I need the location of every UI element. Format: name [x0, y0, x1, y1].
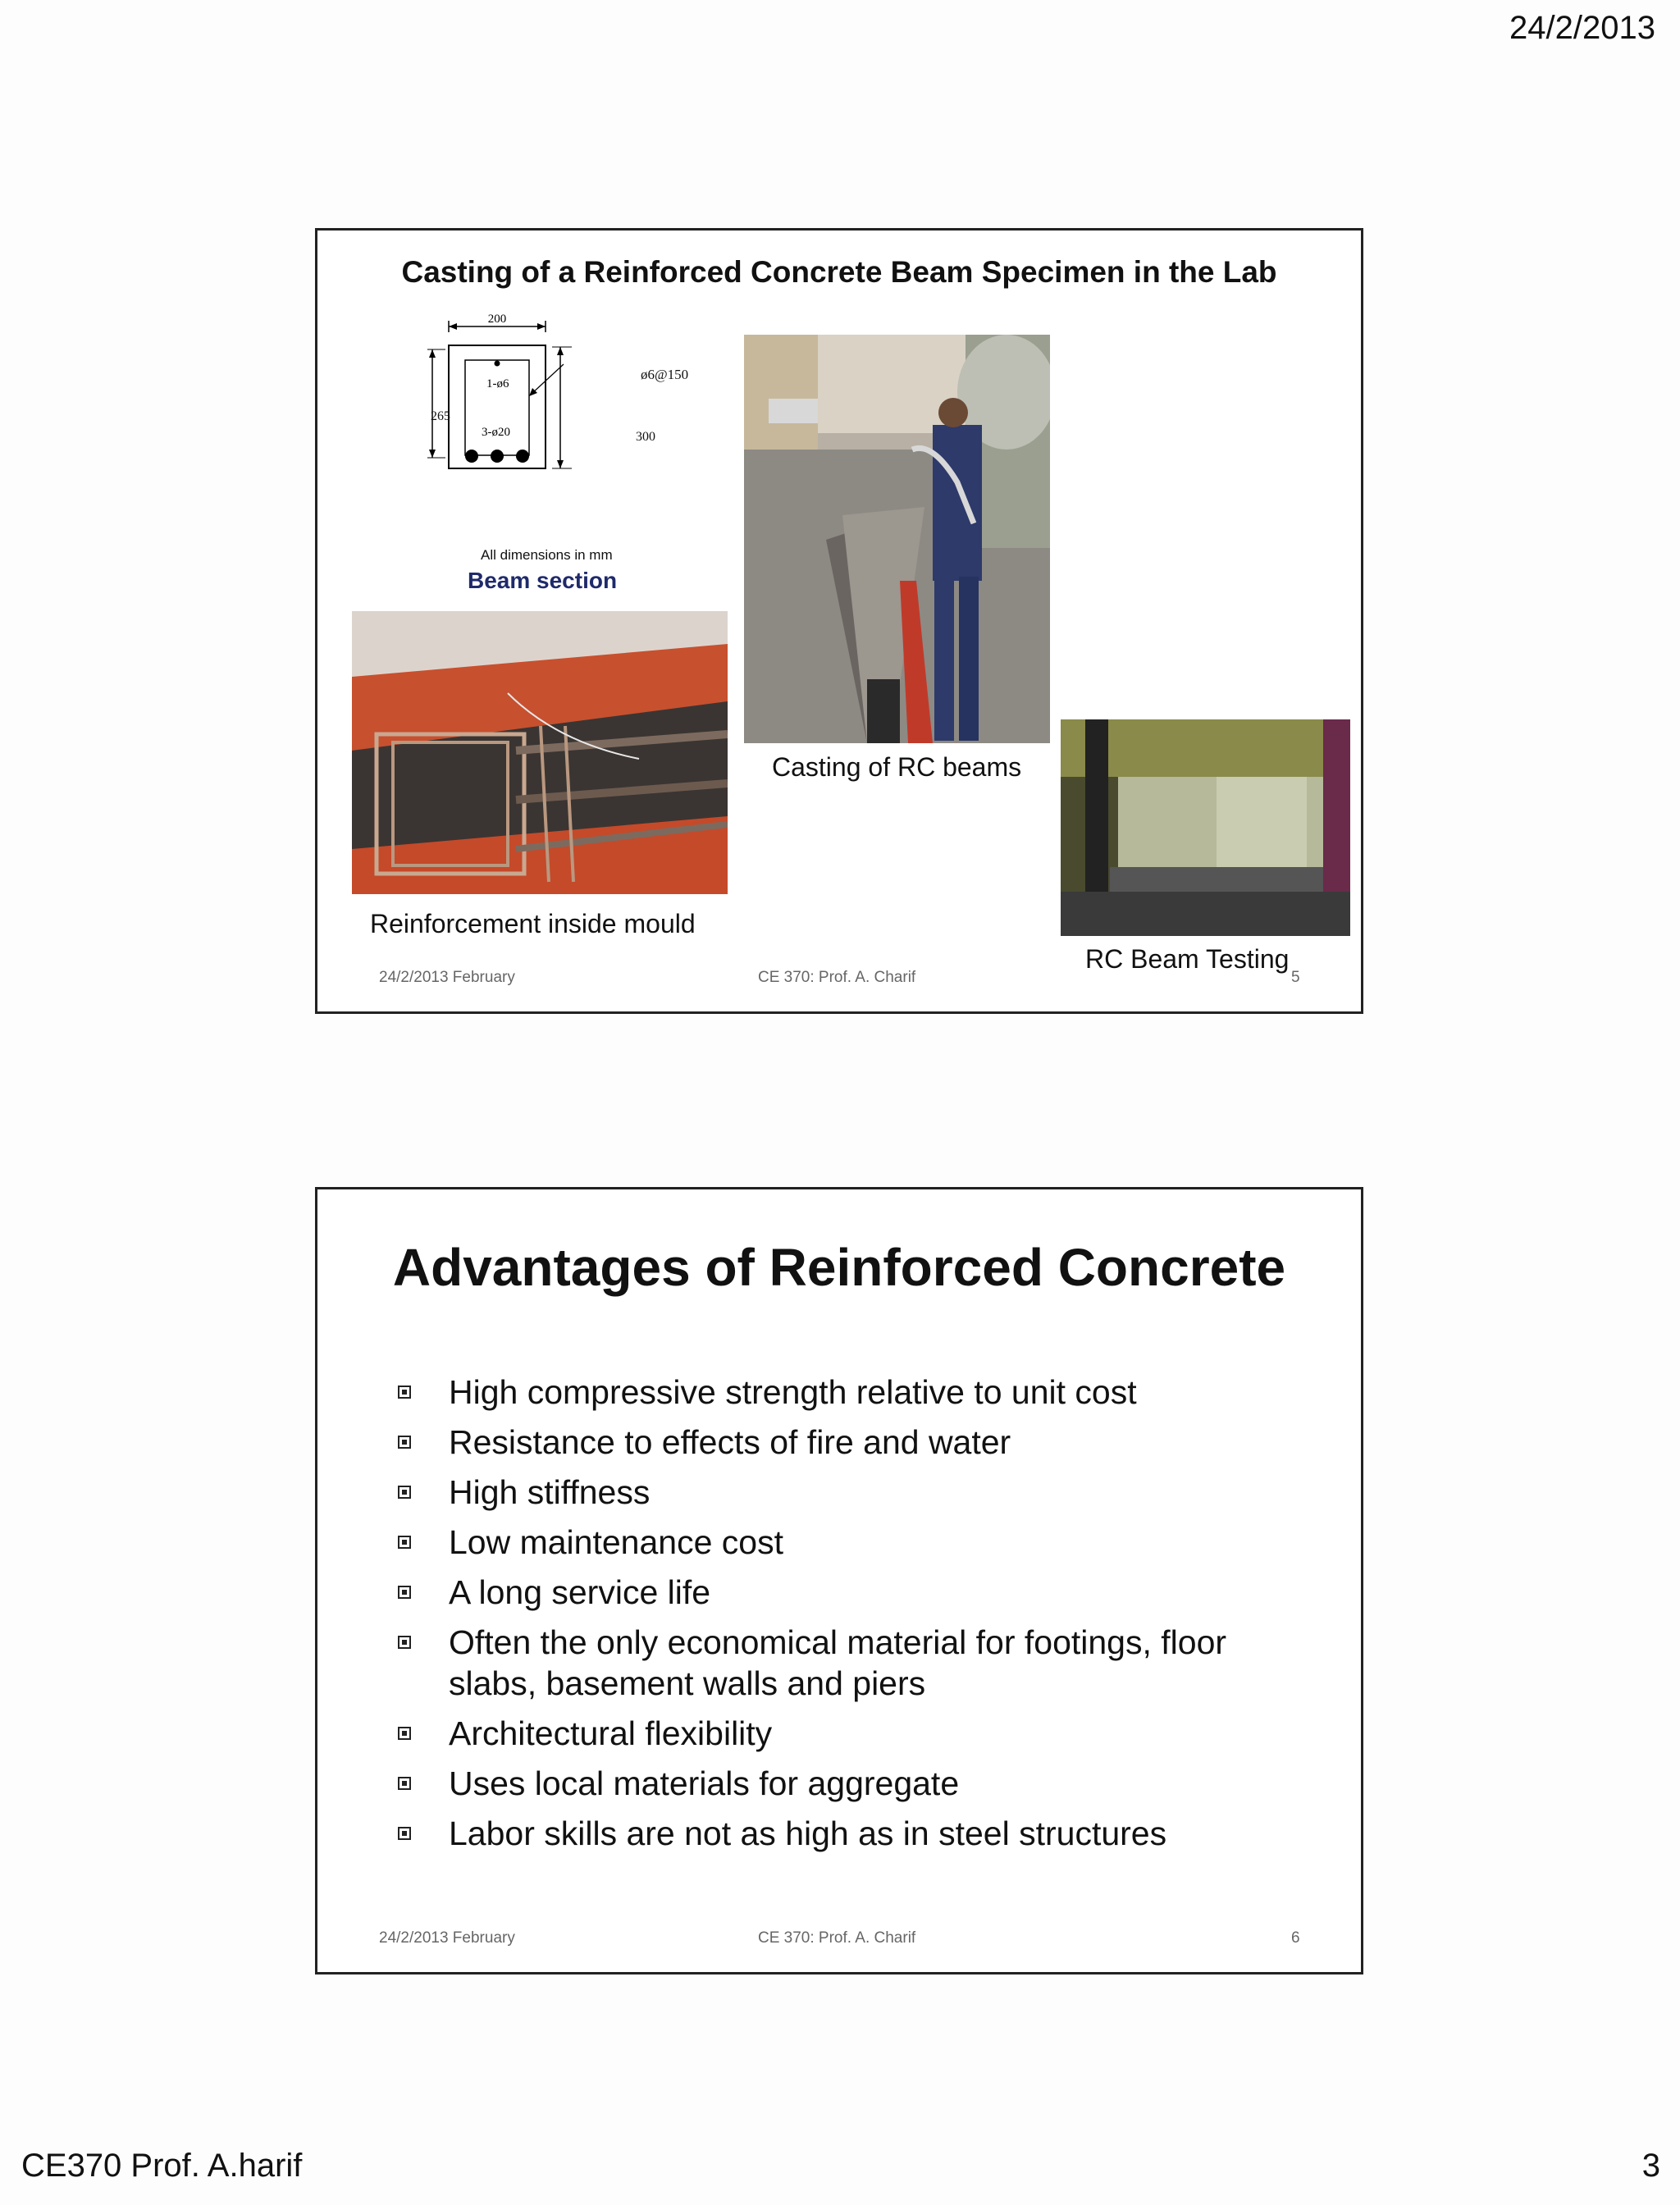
bottom-bar: [516, 450, 529, 463]
reinforcement-photo: [352, 611, 728, 894]
casting-photo: [744, 335, 1050, 743]
list-item: Low maintenance cost: [398, 1522, 1300, 1563]
slide-title: Casting of a Reinforced Concrete Beam Specimen in the Lab: [401, 255, 1277, 289]
slide-number: 6: [1291, 1929, 1300, 1947]
bottom-bar: [465, 450, 478, 463]
bullet-icon: [398, 1586, 411, 1599]
bullet-icon: [398, 1777, 411, 1790]
testing-caption: RC Beam Testing: [1085, 944, 1290, 974]
bullet-icon: [398, 1386, 411, 1399]
top-bar: [495, 361, 500, 367]
dims-note: All dimensions in mm: [481, 547, 613, 563]
page-footer-left: CE370 Prof. A.harif: [21, 2148, 303, 2184]
bullet-icon: [398, 1727, 411, 1740]
slide-footer-date: 24/2/2013 February: [379, 969, 515, 986]
casting-caption: Casting of RC beams: [772, 752, 1022, 782]
list-item: High compressive strength relative to unit cost: [398, 1372, 1300, 1413]
bottom-bars-label: 3-ø20: [482, 426, 510, 439]
stirrup-label: ø6@150: [641, 367, 689, 382]
list-item: A long service life: [398, 1572, 1300, 1613]
depth-eff-label: 265: [431, 409, 450, 423]
advantages-list: [398, 1372, 1300, 1863]
slide-title: Advantages of Reinforced Concrete: [392, 1238, 1286, 1297]
slide-footer-course: CE 370: Prof. A. Charif: [758, 969, 916, 986]
reinforcement-caption: Reinforcement inside mould: [370, 909, 696, 938]
beam-section-title: Beam section: [468, 568, 618, 593]
page-date: 24/2/2013: [1509, 10, 1655, 46]
list-item: Often the only economical material for footings, floor slabs, basement walls and piers: [398, 1622, 1302, 1704]
bullet-icon: [398, 1536, 411, 1549]
bullet-icon: [398, 1636, 411, 1649]
top-bar-label: 1-ø6: [486, 377, 509, 390]
list-item: Architectural flexibility: [398, 1713, 1300, 1754]
testing-photo: [1061, 719, 1350, 936]
slide-footer-course: CE 370: Prof. A. Charif: [758, 1929, 916, 1947]
page-number: 3: [1641, 2148, 1660, 2184]
bullet-icon: [398, 1827, 411, 1840]
list-item: High stiffness: [398, 1472, 1300, 1513]
bottom-bar: [491, 450, 504, 463]
slide-footer-date: 24/2/2013 February: [379, 1929, 515, 1947]
list-item: Resistance to effects of fire and water: [398, 1422, 1300, 1463]
beam-section-diagram: [424, 313, 621, 477]
list-item: Uses local materials for aggregate: [398, 1763, 1300, 1804]
slide-number: 5: [1291, 969, 1300, 986]
bullet-icon: [398, 1486, 411, 1499]
width-label: 200: [487, 313, 507, 326]
bullet-icon: [398, 1436, 411, 1449]
depth-total-label: 300: [636, 430, 655, 444]
stirrup: [465, 360, 529, 455]
slide-advantages: [315, 1187, 1363, 1974]
list-item: Labor skills are not as high as in steel structures: [398, 1813, 1300, 1854]
slide-casting: [315, 228, 1363, 1014]
